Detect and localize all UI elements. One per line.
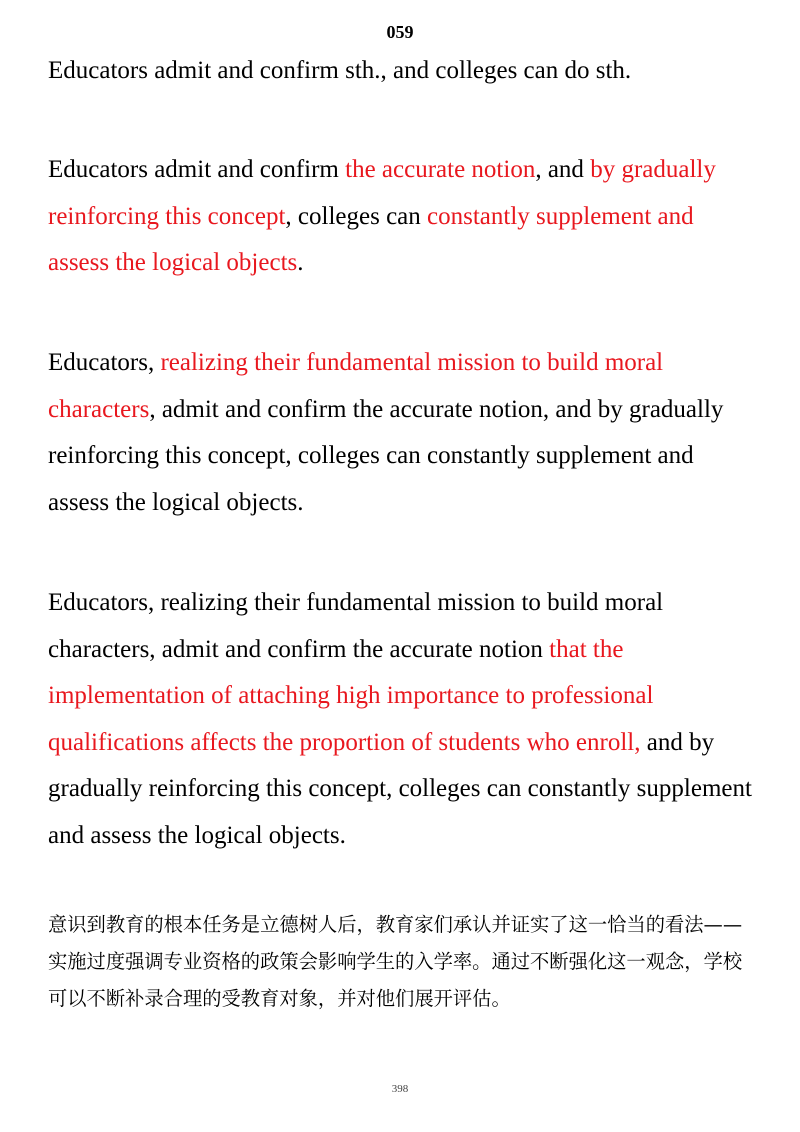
paragraph-3 [48,580,754,859]
paragraph-1-highlight: constantly supplement and assess the logical objects [48,202,694,276]
paragraph-1-text: Educators admit and confirm [48,156,346,183]
paragraph-3-text: and by gradually reinforcing this concept, colleges can constantly supplement and assess the logical objects. [48,728,752,849]
paragraph-1 [48,147,754,287]
paragraph-3-highlight: that the implementation of attaching high importance to professional qualifications affects the proportion of students who enroll, [48,635,654,756]
paragraph-2-text: , admit and confirm the accurate notion, and by gradually reinforcing this concept, colleges can constantly supplement and assess the logical objects. [48,395,724,516]
paragraph-1-text: , and [535,156,591,183]
summary-sentence: Educators admit and confirm sth., and colleges can do sth. [48,57,632,84]
paragraph-2 [48,340,754,526]
paragraph-1-highlight: the accurate notion [345,156,536,183]
page-header-number: 059 [386,22,414,42]
paragraph-1-text: , colleges can [285,202,428,230]
paragraph-2-highlight: realizing their fundamental mission to build moral characters [48,349,664,423]
chinese-translation: 意识到教育的根本任务是立德树人后，教育家们承认并证实了这一恰当的看法——实施过度强调专业资格的政策会影响学生的入学率。通过不断强化这一观念，学校可以不断补录合理的受教育对象，并对他们展开评估。 [48,913,743,1010]
paragraph-1-text: . [297,249,304,276]
paragraph-1-highlight: by gradually reinforcing this concept [48,156,716,230]
paragraph-3-text: Educators, realizing their fundamental mission to build moral characters, admit and confirm the accurate notion [48,589,664,663]
paragraph-2-text: Educators, [48,349,161,376]
page-footer-number: 398 [391,1083,409,1095]
